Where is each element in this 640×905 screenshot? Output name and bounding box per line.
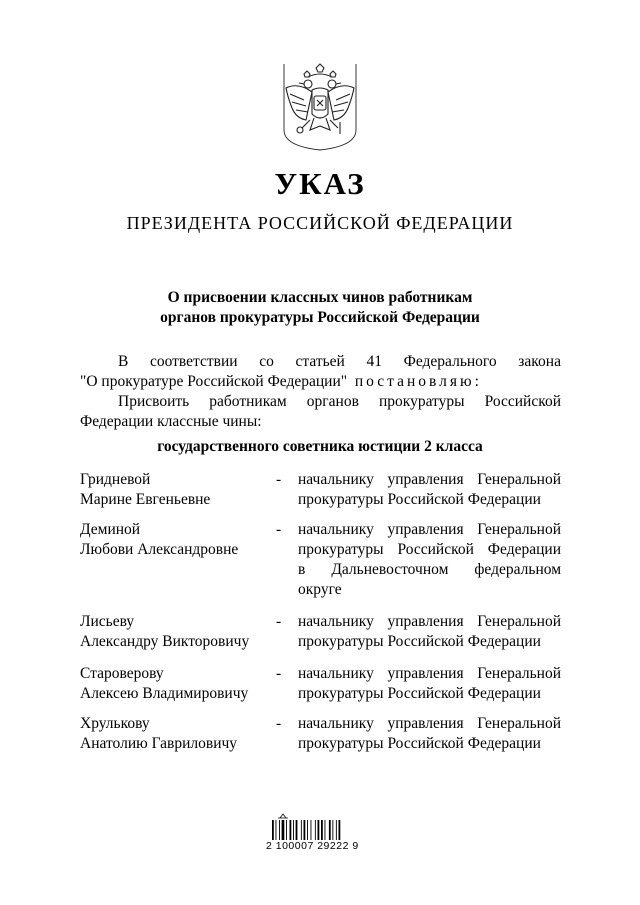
given-names: Любови Александровне xyxy=(80,541,239,558)
preamble-line-1 xyxy=(118,352,561,372)
surname: Гридневой xyxy=(80,471,151,488)
surname: Хрулькову xyxy=(80,715,150,732)
appointee-position xyxy=(298,612,561,652)
preamble-word: со xyxy=(259,353,274,370)
preamble-word: В xyxy=(118,353,129,370)
position-line: прокуратуры Российской Федерации xyxy=(298,735,541,752)
preamble-line-4: Федерации классные чины: xyxy=(80,413,262,430)
document-subtitle: ПРЕЗИДЕНТА РОССИЙСКОЙ ФЕДЕРАЦИИ xyxy=(126,213,514,233)
appointee-position xyxy=(298,520,561,600)
given-names: Марине Евгеньевне xyxy=(80,491,211,508)
appointee-position xyxy=(298,470,561,510)
preamble-word: соответствии xyxy=(149,353,238,370)
appointee-name xyxy=(80,664,270,704)
position-line: начальнику управления Генеральной xyxy=(298,665,561,682)
position-line: округе xyxy=(298,581,342,598)
appointee-name xyxy=(80,714,270,754)
barcode-number: 2 100007 29222 9 xyxy=(266,840,359,852)
rank-heading: государственного советника юстиции 2 класса xyxy=(157,438,483,455)
surname: Староверову xyxy=(80,665,164,682)
preamble-line-2 xyxy=(80,372,560,392)
position-line: прокуратуры Российской Федерации xyxy=(298,491,541,508)
decree-heading-line-1: О присвоении классных чинов работникам xyxy=(167,289,473,306)
dash: - xyxy=(276,665,282,682)
preamble-word: закона xyxy=(518,353,561,370)
dash: - xyxy=(276,715,282,732)
law-name: "О прокуратуре Российской Федерации" xyxy=(80,373,348,390)
dash: - xyxy=(276,521,282,538)
appointee-name xyxy=(80,612,270,652)
preamble-word: статьей xyxy=(295,353,345,370)
position-line: начальнику управления Генеральной xyxy=(298,613,561,630)
surname: Деминой xyxy=(80,521,141,538)
given-names: Алексею Владимировичу xyxy=(80,685,249,702)
appointee-name xyxy=(80,470,270,510)
given-names: Александру Викторовичу xyxy=(80,633,250,650)
appointee-position xyxy=(298,714,561,754)
position-line: прокуратуры Российской Федерации xyxy=(298,685,541,702)
given-names: Анатолию Гавриловичу xyxy=(80,735,238,752)
appointee-position xyxy=(298,664,561,704)
preamble-word: 41 xyxy=(366,353,382,370)
appointee-name xyxy=(80,520,270,560)
dash: - xyxy=(276,471,282,488)
preamble-line-3: Присвоить работникам органов прокуратуры Российской xyxy=(118,393,561,410)
position-line: начальнику управления Генеральной xyxy=(298,521,561,538)
decree-heading-line-2: органов прокуратуры Российской Федерации xyxy=(160,309,480,326)
russian-coat-of-arms-icon xyxy=(282,62,358,152)
preamble-word: Федерального xyxy=(403,353,497,370)
position-line: начальнику управления Генеральной xyxy=(298,471,561,488)
surname: Лисьеву xyxy=(80,613,135,630)
document-title: УКАЗ xyxy=(274,166,366,201)
position-line: в Дальневосточном федеральном xyxy=(298,561,561,578)
position-line: прокуратуры Российской Федерации xyxy=(298,633,541,650)
dash: - xyxy=(276,613,282,630)
decree-word: постановляю: xyxy=(354,373,482,390)
position-line: прокуратуры Российской Федерации xyxy=(298,541,561,558)
position-line: начальнику управления Генеральной xyxy=(298,715,561,732)
